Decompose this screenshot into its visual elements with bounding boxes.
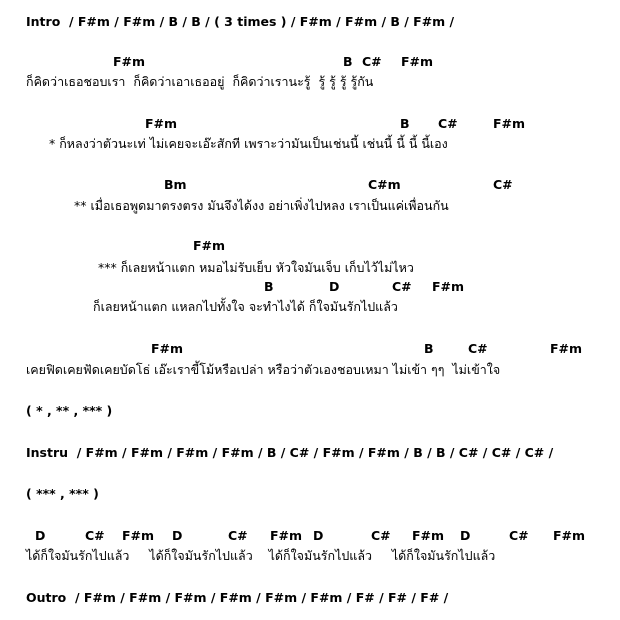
chord: C# [362,54,382,69]
chord: D [313,528,324,543]
chord: B [400,116,410,131]
chord: C# [85,528,105,543]
lyric-line: * ก็หลงว่าตัวนะเท่ ไม่เคยจะเอ๊ะสักที เพราะว่ามันเป็นเช่นนี้ เช่นนี้ นี้ นี้ นี้เอง [49,136,448,151]
instru-line: Instru / F#m / F#m / F#m / F#m / B / C# / F#m / F#m / B / B / C# / C# / C# / [26,445,554,460]
chord: F#m [151,341,184,356]
chord: C# [509,528,529,543]
chord: F#m [553,528,586,543]
chord: F#m [122,528,155,543]
chord: F#m [113,54,146,69]
chord: F#m [432,279,465,294]
intro-line: Intro / F#m / F#m / B / B / ( 3 times ) / F#m / F#m / B / F#m / [26,14,455,29]
chord: C# [438,116,458,131]
chord: Bm [164,177,187,192]
chord: F#m [193,238,226,253]
lyric-line: ** เมื่อเธอพูดมาตรงตรง มันจึงได้งง อย่าเพิ่งไปหลง เราเป็นแค่เพื่อนกัน [74,198,449,213]
chord: C#m [368,177,401,192]
chord: D [35,528,46,543]
lyric-line: *** ก็เลยหน้าแตก หมอไม่รับเย็บ หัวใจมันเจ็บ เก็บไว้ไม่ไหว [98,260,414,275]
repeat-marker: ( * , ** , *** ) [26,403,113,418]
lyric-line: เคยฟิดเคยฟัดเคยบัดโธ่ เอ๊ะเราขี้โม้หรือเปล่า หรือว่าตัวเองชอบเหมา ไม่เข้า ๆๆ ไม่เข้าใจ [26,362,501,377]
chord: C# [228,528,248,543]
chord: B [343,54,353,69]
chord: F#m [145,116,178,131]
chord: D [460,528,471,543]
chord: C# [392,279,412,294]
chord: C# [371,528,391,543]
chord: F#m [493,116,526,131]
outro-line: Outro / F#m / F#m / F#m / F#m / F#m / F#m / F# / F# / F# / [26,590,449,605]
chord: C# [468,341,488,356]
chord: C# [493,177,513,192]
chord: F#m [550,341,583,356]
chord: B [424,341,434,356]
chord: F#m [412,528,445,543]
lyric-line: ก็เลยหน้าแตก แหลกไปทั้งใจ จะทำไงได้ ก็ใจมันรักไปแล้ว [93,299,398,314]
chord: F#m [270,528,303,543]
lyric-line: ได้ก็ใจมันรักไปแล้ว ได้ก็ใจมันรักไปแล้ว ได้ก็ใจมันรักไปแล้ว ได้ก็ใจมันรักไปแล้ว [26,548,496,563]
chord: D [172,528,183,543]
chord: D [329,279,340,294]
chord: B [264,279,274,294]
chord: F#m [401,54,434,69]
repeat-marker: ( *** , *** ) [26,486,99,501]
lyric-line: ก็คิดว่าเธอชอบเรา ก็คิดว่าเอาเธออยู่ ก็คิดว่าเรานะรู้ รู้ รู้ รู้ รู้กัน [26,74,374,89]
